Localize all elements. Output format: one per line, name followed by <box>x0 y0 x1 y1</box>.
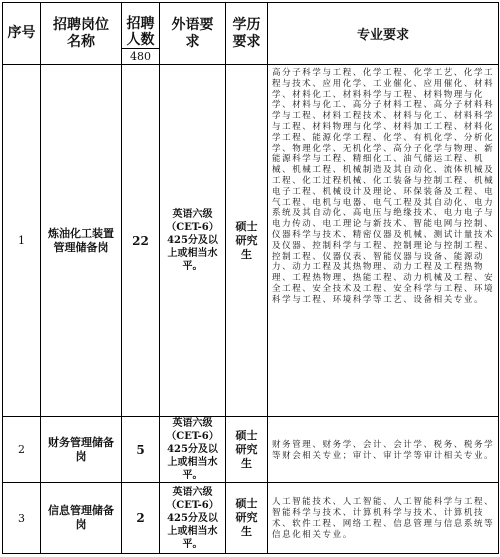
row-major: 人工智能技术、人工智能、人工智能科学与工程、智能科学与技术、计算机科学与技术、计算机技术、软件工程、网络工程、信息管理与信息系统等信息化相关专业。 <box>268 483 499 554</box>
table-row <box>3 417 499 483</box>
header-recruit-label: 招聘人数 <box>126 16 155 48</box>
header-total: 480 <box>122 48 159 64</box>
row-position: 信息管理储备岗 <box>41 483 122 554</box>
row-major: 财务管理、财务学、会计、会计学、税务、税务学等财会相关专业；审计、审计学等审计相关专业。 <box>268 417 499 483</box>
row-language: 英语六级（CET-6）425分及以上或相当水平。 <box>160 65 226 417</box>
row-count: 22 <box>122 65 160 417</box>
row-education: 硕士研究生 <box>226 483 268 554</box>
table-row <box>3 483 499 554</box>
row-index: 2 <box>3 417 41 483</box>
row-major: 高分子科学与工程、化学工程、化学工艺、化学工程与技术、应用化学、工业催化、应用催化、材料学、材料化工、材料科学与工程、材料物理与化学、材料与化工、高分子材料工程、高分子材料科学与工程、材料工程技术、材料与化工、材料科学与工程、材料物理与化学、材料加工工程、材料化学工程、能源化学工程、化学、有机化学、分析化学、物理化学、无机化学、高分子化学与物理、新能源科学与工程、精细化工、油气储运工程、机械、机械工程、机械制造及其自动化、流体机械及工程、化工过程机械、化工装备与控制工程、机械电子工程、机械设计及理论、环保装备及工程、电气工程、电机与电器、电气工程及其自动化、电力系统及其自动化、高电压与绝缘技术、电力电子与电力传动、电工理论与新技术、智能电网与控制、仪器科学与技术、精密仪器及机械、测试计量技术及仪器、控制科学与工程、控制理论与控制工程、控制工程、仪器仪表、智能仪器与设备、能源动力、动力工程及其热物理、动力工程及工程热物理、工程热物理、热能工程、动力机械及工程、安全工程、安全技术及工程、安全科学与工程、环境科学与工程、环境科学等工艺、设备相关专业。 <box>268 65 499 417</box>
row-position: 财务管理储备岗 <box>41 417 122 483</box>
row-count: 5 <box>122 417 160 483</box>
row-education: 硕士研究生 <box>226 417 268 483</box>
row-count: 2 <box>122 483 160 554</box>
header-position: 招聘岗位名称 <box>41 3 122 65</box>
header-major: 专业要求 <box>268 3 499 65</box>
header-row <box>3 3 499 65</box>
header-education: 学历要求 <box>226 3 268 65</box>
row-language: 英语六级（CET-6）425分及以上或相当水平。 <box>160 417 226 483</box>
header-language: 外语要求 <box>160 3 226 65</box>
header-index: 序号 <box>3 3 41 65</box>
row-index: 3 <box>3 483 41 554</box>
row-education: 硕士研究生 <box>226 65 268 417</box>
recruitment-table <box>2 2 499 554</box>
table-row <box>3 65 499 417</box>
header-recruit <box>122 3 160 65</box>
row-index: 1 <box>3 65 41 417</box>
row-position: 炼油化工装置管理储备岗 <box>41 65 122 417</box>
row-language: 英语六级（CET-6）425分及以上或相当水平。 <box>160 483 226 554</box>
